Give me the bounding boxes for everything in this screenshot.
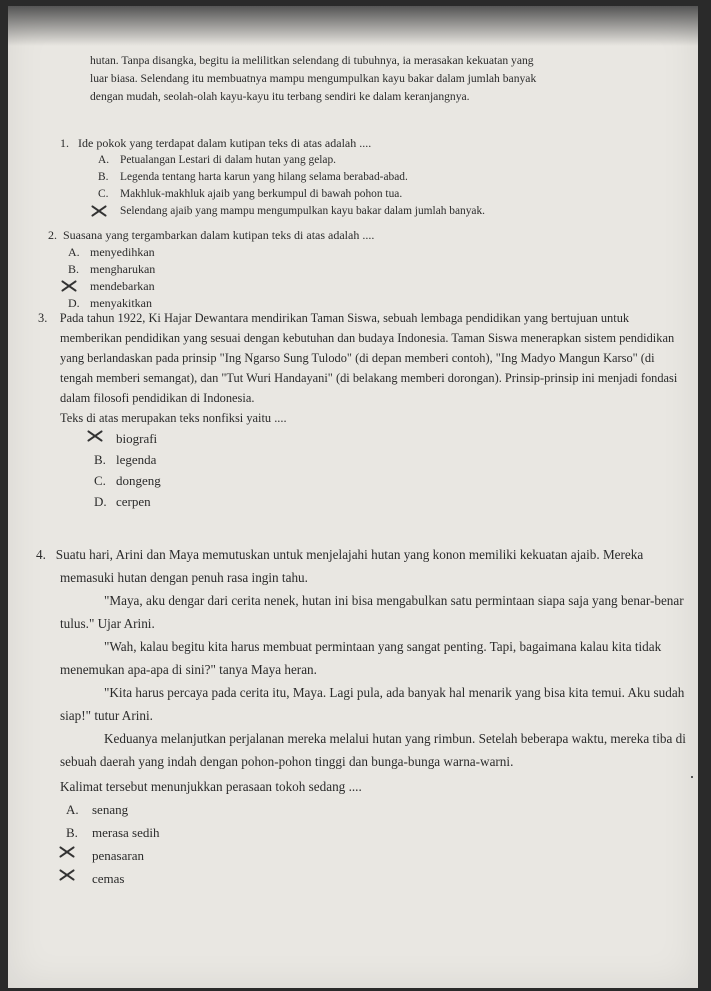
question-1 [60, 134, 670, 220]
question-stem [48, 226, 668, 244]
option-a[interactable]: A. Petualangan Lestari di dalam hutan yang gelap. [98, 154, 337, 166]
handwritten-cross-mark-icon [58, 845, 76, 859]
question-number: 2. [48, 228, 57, 242]
passage-excerpt [90, 52, 690, 106]
question-stem [60, 134, 670, 152]
option-c[interactable]: C. dongeng [94, 473, 161, 488]
option-c[interactable]: mendebarkan [68, 278, 668, 295]
question-text: Suasana yang tergambarkan dalam kutipan teks di atas adalah .... [63, 228, 375, 242]
passage-line: luar biasa. Selendang itu membuatnya mampu mengumpulkan kayu bakar dalam jumlah banyak [90, 72, 537, 85]
page-top-shadow [8, 6, 698, 46]
question-text: Pada tahun 1922, Ki Hajar Dewantara mendirikan Taman Siswa, sebuah lembaga pendidikan yang bertujuan untuk memberikan pendidikan yang sesuai dengan kebutuhan dan budaya Indonesia. Taman Siswa menerapkan sistem pendidikan yang berlandaskan pada prinsip "Ing Ngarso Sung Tulodo" (di depan memberi contoh), "Ing Madyo Mangun Karso" (di tengah memberi semangat), dan "Tut Wuri Handayani" (di belakang memberi dorongan). Prinsip-prinsip ini menjadi fondasi dalam filosofi pendidikan di Indonesia. [59, 311, 678, 405]
option-c[interactable]: C. Makhluk-makhluk ajaib yang berkumpul di bawah pohon tua. [98, 188, 403, 200]
option-b[interactable]: B. mengharukan [68, 262, 156, 276]
question-paragraph: "Wah, kalau begitu kita harus membuat permintaan yang sangat penting. Tapi, bagaimana kalau kita tidak menemukan apa-apa di sini?" tanya Maya heran. [60, 639, 662, 677]
question-text: Ide pokok yang terdapat dalam kutipan teks di atas adalah .... [78, 136, 372, 150]
question-passage [38, 308, 678, 408]
question-number: 1. [60, 136, 69, 150]
option-d[interactable]: cemas [66, 867, 696, 890]
passage-line: dengan mudah, seolah-olah kayu-kayu itu terbang sendiri ke dalam keranjangnya. [90, 90, 470, 103]
question-paragraph: 4. Suatu hari, Arini dan Maya memutuskan untuk menjelajahi hutan yang konon memiliki kekuatan ajaib. Mereka memasuki hutan dengan penuh rasa ingin tahu. [36, 547, 644, 585]
option-a[interactable]: A. menyedihkan [68, 245, 155, 259]
option-c[interactable]: penasaran [66, 844, 696, 867]
option-d[interactable]: Selendang ajaib yang mampu mengumpulkan kayu bakar dalam jumlah banyak. [98, 203, 670, 220]
question-paragraph: "Maya, aku dengar dari cerita nenek, hutan ini bisa mengabulkan satu permintaan siapa saja yang benar-benar tulus." Ujar Arini. [60, 593, 684, 631]
handwritten-cross-mark-icon [86, 429, 104, 443]
option-a[interactable]: A. senang [66, 802, 129, 817]
question-stem: Teks di atas merupakan teks nonfiksi yaitu .... [60, 411, 287, 425]
stray-ink-dot [691, 776, 693, 778]
passage-line: hutan. Tanpa disangka, begitu ia melilitkan selendang di tubuhnya, ia merasakan kekuatan yang [90, 54, 534, 67]
question-number: 4. [36, 547, 46, 562]
option-b[interactable]: B. merasa sedih [66, 825, 160, 840]
option-b[interactable]: B. Legenda tentang harta karun yang hilang selama berabad-abad. [98, 171, 408, 183]
option-d[interactable]: D. menyakitkan [68, 296, 152, 310]
worksheet-page [8, 6, 698, 988]
handwritten-cross-mark-icon [90, 204, 108, 218]
question-paragraph: "Kita harus percaya pada cerita itu, Maya. Lagi pula, ada banyak hal menarik yang bisa kita temui. Aku sudah siap!" tutur Arini. [60, 685, 685, 723]
question-paragraph: Keduanya melanjutkan perjalanan mereka melalui hutan yang rimbun. Setelah beberapa waktu, mereka tiba di sebuah daerah yang indah dengan pohon-pohon tinggi dan bunga-bunga warna-warni. [60, 731, 686, 769]
question-2 [48, 226, 668, 312]
question-stem: Kalimat tersebut menunjukkan perasaan tokoh sedang .... [60, 779, 362, 794]
handwritten-cross-mark-icon [60, 279, 78, 293]
option-a[interactable]: biografi [94, 428, 678, 449]
question-4 [36, 543, 696, 890]
option-d[interactable]: D. cerpen [94, 494, 151, 509]
question-3 [38, 308, 678, 512]
handwritten-cross-mark-icon [58, 868, 76, 882]
question-number: 3. [38, 311, 48, 325]
option-b[interactable]: B. legenda [94, 452, 157, 467]
